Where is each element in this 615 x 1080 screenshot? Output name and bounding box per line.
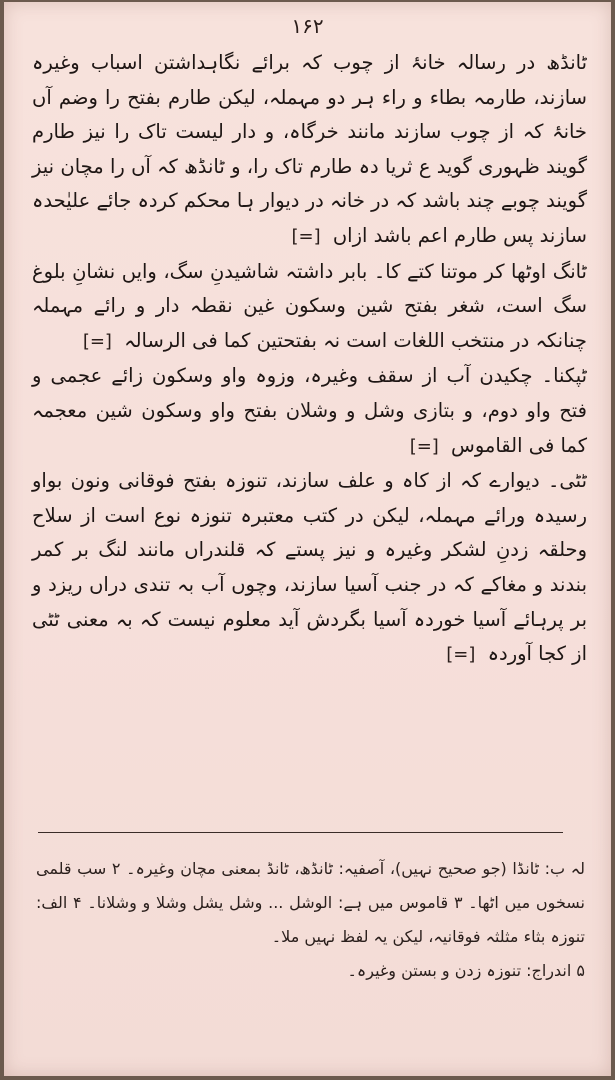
footnote-divider xyxy=(38,832,563,833)
entry-reference-mark: [=] xyxy=(409,435,439,457)
entry-tang xyxy=(32,255,587,360)
entry-reference-mark: [=] xyxy=(82,330,112,352)
footnote: ۵ اندراج: تنوزہ زدن و بستن وغیرہ۔ xyxy=(347,961,585,980)
entry-text: ٹانڈھ در رسالہ خانۂ از چوب کہ برائے نگاہداشتن اسباب وغیرہ سازند، طارمہ بطاء و راء ہر دو مہملہ، لیکن طارم بفتح را وضم آں خانۂ کہ از چوب سازند مانند خرگاہ، و دار لیست تاک را نیز طارم گویند ظہوری گوید ع ثریا دہ طارم تاک را، و ٹانڈھ کہ آں را مچان نیز گویند چوبے چند باشد کہ در خانہ در دیوار ہا محکم کردہ جائے علیٰحدہ سازند پس طارم اعم باشد ازاں xyxy=(32,51,587,247)
entry-reference-mark: [=] xyxy=(446,644,476,666)
entry-tand xyxy=(32,46,587,255)
entry-tatti xyxy=(32,464,587,673)
footnotes xyxy=(36,852,585,988)
entry-tapakna xyxy=(32,359,587,464)
page-number: ۱۶۲ xyxy=(291,14,324,38)
footnote: لہ ب: ٹانڈا (جو صحیح نہیں)، آصفیہ: ٹانڈھ، ٹانڈ بمعنی مچان وغیرہ۔ ۲ سب قلمی نسخوں میں اٹھا۔ ۳ قاموس میں ہے: الوشل ... وشل یشل وشلا و وشلانا۔ ۴ الف: تنوزہ بثاء مثلثہ فوقانیہ، لیکن یہ لفظ نہیں ملا۔ xyxy=(36,859,586,946)
entry-text: ٹانگ اوٹھا کر موتنا کتے کا۔ بابر داشتہ شاشیدنِ سگ، وایں نشانِ بلوغ سگ است، شغر بفتح شین وسکون غین نقطہ دار و رائے مہملہ چنانکہ در منتخب اللغات است نہ بفتحتین کما فی الرسالہ xyxy=(32,259,587,352)
page-body xyxy=(32,46,587,673)
entry-text: ٹٹی۔ دیوارے کہ از کاہ و علف سازند، تنوزہ بفتح فوقانی ونون بواو رسیدہ ورائے مہملہ، لیکن در کتب معتبرہ تنوزہ نوع است از سلاح وحلقہ زدنِ لشکر وغیرہ و نیز پستے کہ قلندراں مانند لنگ بر کمر بندند و مغاکے کہ در جنب آسیا سازند، وچوں آب بہ تندی دراں ریزد و بر پرہائے آسیا خوردہ آسیا بگردش آید معلوم نیست کہ بہ معنی ٹٹی از کجا آوردہ xyxy=(32,469,587,666)
dictionary-page xyxy=(4,2,611,1076)
entry-reference-mark: [=] xyxy=(291,225,321,247)
entry-text: ٹپکنا۔ چکیدن آب از سقف وغیرہ، وزوہ واو وسکون زائے عجمی و فتح واو دوم، و بتازی وشل و وشلان بفتح واو وسکون شین معجمہ کما فی القاموس xyxy=(32,364,587,457)
